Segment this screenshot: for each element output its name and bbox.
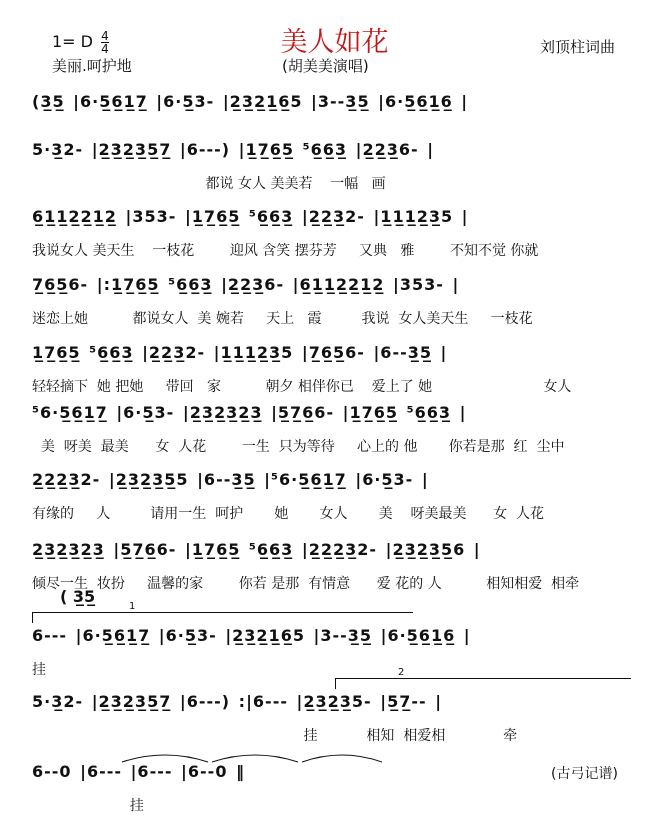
lyrics: 轻轻摘下 她 把她 带回 家 朝夕 相伴你已 爱上了 她 女人 <box>32 379 572 395</box>
lyrics: 迷恋上她 都说女人 美 婉若 天上 霞 我说 女人美天生 一枝花 <box>32 311 533 327</box>
lyrics: 挂 <box>32 662 46 678</box>
key-signature <box>52 30 109 55</box>
lyrics: 都说 女人 美美若 一幅 画 <box>32 176 386 192</box>
expression-mark: 美丽.呵护地 <box>52 57 132 75</box>
lyrics: 挂 相知 相爱相 牵 <box>32 728 518 744</box>
score-line-8 <box>32 540 642 606</box>
notation: 5·3̲2- |2̲3̲2̲3̲5̲7̲ |6---) :|6--- |2̲3̲2̲3̲5- |5̲7̲-- | <box>32 692 443 711</box>
notation: 6̲1̲1̲2̲2̲1̲2̲ |353- |1̲7̲6̲5̲ ⁵6̲6̲3̲ |2̲2̲3̲2- |1̲1̲1̲2̲3̲5 | <box>32 207 469 226</box>
notation: 6--- |6·5̲6̲1̲7̲ |6·5̲3- |2̲3̲2̲1̲6̲5 |3--3̲5̲ |6·5̲6̲1̲6̲ | <box>32 626 471 645</box>
score-line-3 <box>32 207 642 273</box>
lyrics: 我说女人 美天生 一枝花 迎风 含笑 摆芬芳 又典 雅 不知不觉 你就 <box>32 243 539 259</box>
notation: 2̲3̲2̲3̲2̲3̲ |5̲7̲6̲6- |1̲7̲6̲5̲ ⁵6̲6̲3̲ |2̲2̲2̲3̲2- |2̲3̲2̲3̲5̲6 | <box>32 540 481 559</box>
composer-credit: 刘顶柱词曲 <box>540 38 616 56</box>
score-line-6 <box>32 403 642 469</box>
time-numerator: 4 <box>101 29 109 43</box>
volta-number: 2 <box>398 667 405 678</box>
score-line-7 <box>32 470 642 536</box>
score-line-5 <box>32 343 642 409</box>
song-title: 美人如花 <box>280 27 389 58</box>
notation: 5·3̲2- |2̲3̲2̲3̲5̲7̲ |6---) |1̲7̲6̲5̲ ⁵6̲6̲3̲ |2̲2̲3̲6- | <box>32 140 435 159</box>
volta-bracket-2 <box>335 667 631 689</box>
notation: 7̲6̲5̲6- |:1̲7̲6̲5̲ ⁵6̲6̲3̲ |2̲2̲3̲6- |6̲1̲1̲2̲2̲1̲2̲ |353- | <box>32 275 460 294</box>
score-line-2 <box>32 140 642 206</box>
notation: 2̲2̲2̲3̲2- |2̲3̲2̲3̲5̲5 |6--3̲5̲ |⁵6·5̲6̲1̲7̲ |6·5̲3- | <box>32 470 429 489</box>
pickup-notes: ( 3̲5̲ <box>60 587 96 606</box>
singer-credit: (胡美美演唱) <box>282 57 369 75</box>
volta-number: 1 <box>129 601 136 612</box>
time-signature <box>101 30 109 55</box>
volta-bracket-1 <box>32 601 413 623</box>
tie-arcs <box>120 748 390 764</box>
notation: 1̲7̲6̲5̲ ⁵6̲6̲3̲ |2̲2̲3̲2- |1̲1̲1̲2̲3̲5 |7̲6̲5̲6- |6--3̲5̲ | <box>32 343 448 362</box>
notation: (3̲5̲ |6·5̲6̲1̲7̲ |6·5̲3- |2̲3̲2̲1̲6̲5 |3--3̲5̲ |6·5̲6̲1̲6̲ | <box>32 92 469 111</box>
notation: 6--0 |6--- |6--- |6--0 ‖ <box>32 762 246 781</box>
transcriber-credit: (古弓记谱) <box>551 766 618 782</box>
lyrics: 美 呀美 最美 女 人花 一生 只为等待 心上的 他 你若是那 红 尘中 <box>32 439 565 455</box>
time-denominator: 4 <box>101 42 109 56</box>
score-line-4 <box>32 275 642 341</box>
key-label: 1= D <box>52 32 93 51</box>
lyrics: 有缘的 人 请用一生 呵护 她 女人 美 呀美最美 女 人花 <box>32 506 545 522</box>
notation: ⁵6·5̲6̲1̲7̲ |6·5̲3- |2̲3̲2̲3̲2̲3̲ |5̲7̲6̲6- |1̲7̲6̲5̲ ⁵6̲6̲3̲ | <box>32 403 467 422</box>
lyrics: 倾尽一生 妆扮 温馨的家 你若 是那 有情意 爱 花的 人 相知相爱 相牵 <box>32 576 580 592</box>
lyrics: 挂 <box>32 798 144 814</box>
